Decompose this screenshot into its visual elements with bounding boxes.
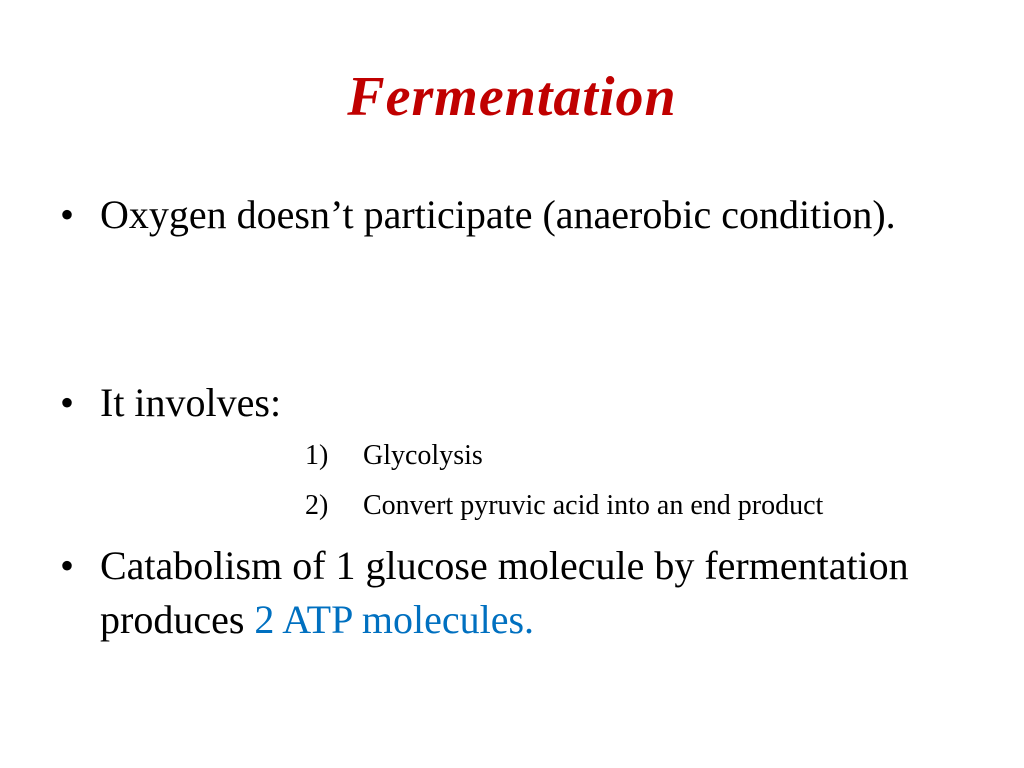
bullet-text: Oxygen doesn’t participate (anaerobic condition). bbox=[100, 192, 896, 237]
bullet-item-involves bbox=[60, 376, 960, 430]
bullet-item-catabolism bbox=[60, 539, 960, 647]
numbered-item-convert bbox=[305, 489, 823, 523]
bullet-item-oxygen bbox=[60, 188, 960, 242]
numbered-item-glycolysis bbox=[305, 439, 483, 473]
bullet-icon: • bbox=[60, 380, 75, 425]
item-number: 2) bbox=[305, 490, 329, 521]
bullet-icon: • bbox=[60, 543, 75, 588]
item-text: Convert pyruvic acid into an end product bbox=[363, 490, 824, 521]
bullet-text: It involves: bbox=[100, 380, 282, 425]
item-number: 1) bbox=[305, 440, 329, 471]
slide-title: Fermentation bbox=[347, 66, 677, 128]
item-text: Glycolysis bbox=[363, 440, 483, 471]
bullet-text bbox=[100, 539, 960, 647]
bullet-text-main: Catabolism of 1 glucose molecule by fermentation produces bbox=[100, 543, 909, 642]
bullet-icon: • bbox=[60, 192, 75, 237]
highlight-text: 2 ATP molecules. bbox=[254, 597, 535, 642]
